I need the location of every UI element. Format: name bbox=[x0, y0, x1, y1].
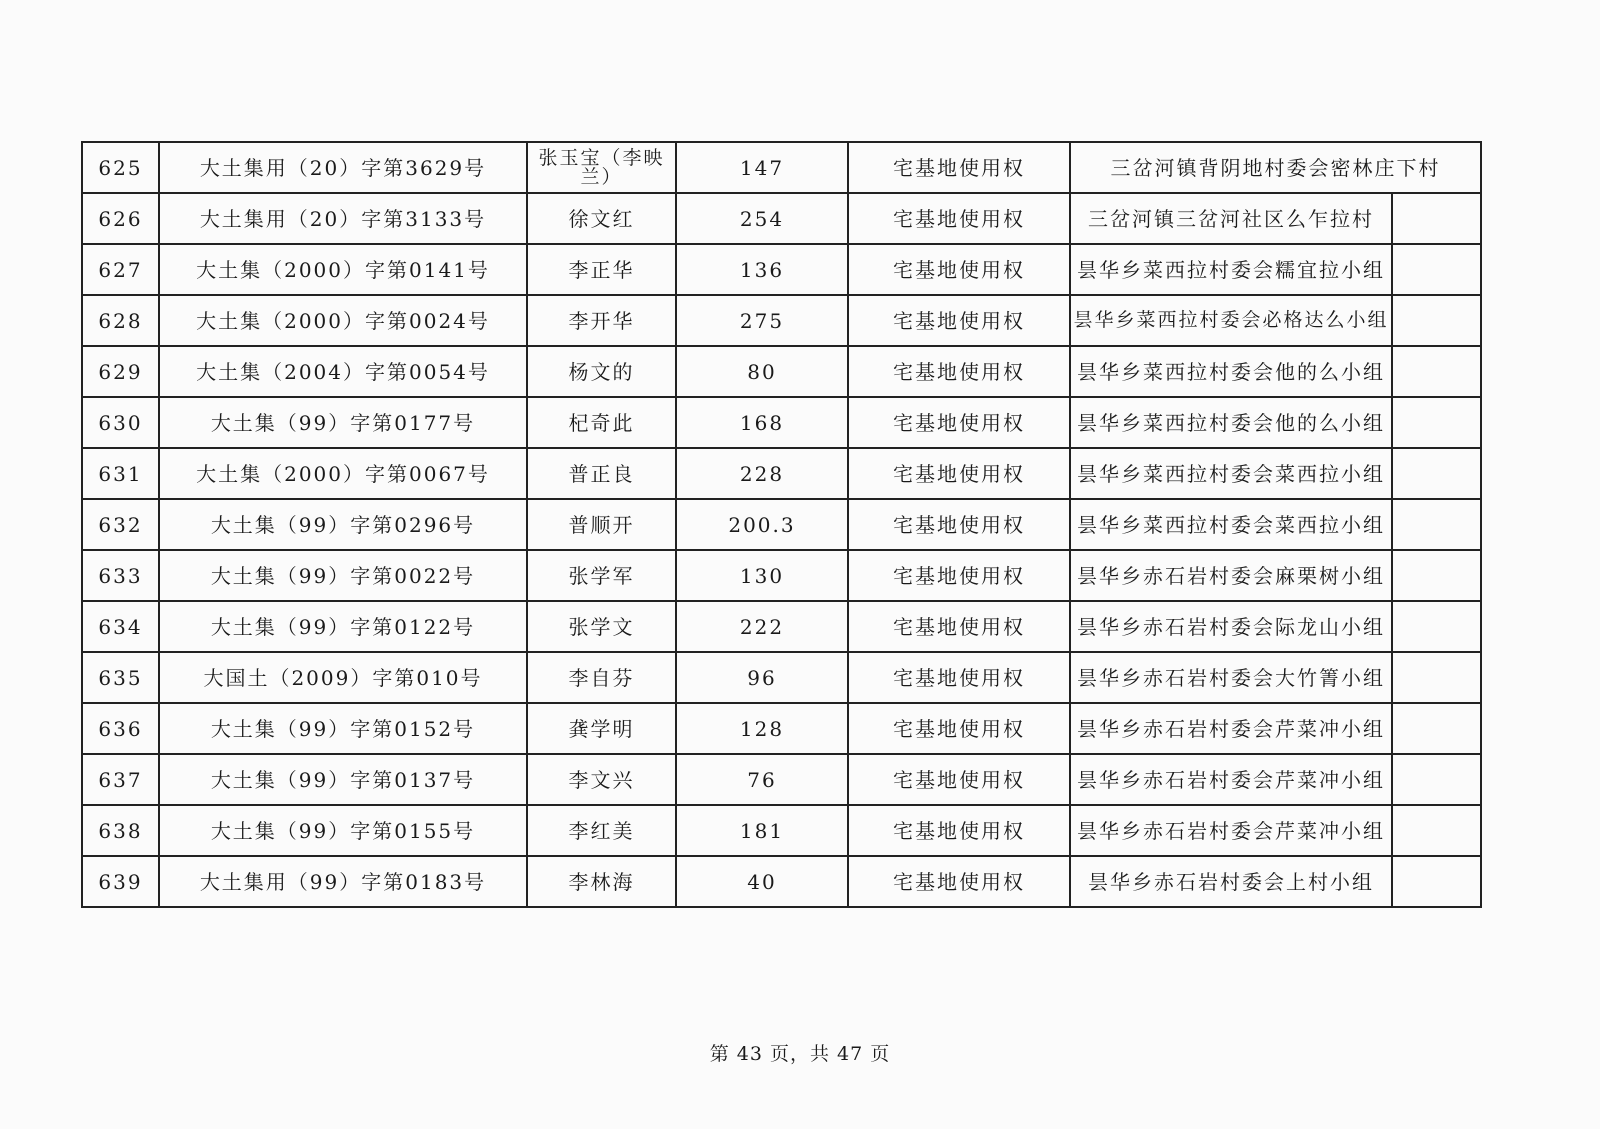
row-number-cell: 626 bbox=[82, 193, 159, 244]
row-number-cell: 625 bbox=[82, 142, 159, 193]
owner-name-cell: 李文兴 bbox=[527, 754, 676, 805]
area-cell: 222 bbox=[676, 601, 848, 652]
area-cell: 136 bbox=[676, 244, 848, 295]
table-row bbox=[82, 193, 1481, 244]
row-number-cell: 629 bbox=[82, 346, 159, 397]
owner-name-cell: 杨文的 bbox=[527, 346, 676, 397]
row-number-cell: 627 bbox=[82, 244, 159, 295]
certificate-number-cell: 大土集（2000）字第0141号 bbox=[159, 244, 527, 295]
certificate-number-cell: 大土集用（20）字第3133号 bbox=[159, 193, 527, 244]
location-cell: 昙华乡菜西拉村委会他的么小组 bbox=[1070, 346, 1392, 397]
empty-cell bbox=[1392, 601, 1481, 652]
table-row bbox=[82, 601, 1481, 652]
row-number-cell: 639 bbox=[82, 856, 159, 907]
owner-name-cell: 杞奇此 bbox=[527, 397, 676, 448]
area-cell: 76 bbox=[676, 754, 848, 805]
owner-name-cell: 张学文 bbox=[527, 601, 676, 652]
table-row bbox=[82, 805, 1481, 856]
location-cell: 三岔河镇背阴地村委会密林庄下村 bbox=[1070, 142, 1481, 193]
location-cell: 昙华乡赤石岩村委会芹菜冲小组 bbox=[1070, 805, 1392, 856]
table-body bbox=[82, 142, 1481, 907]
table-row bbox=[82, 244, 1481, 295]
owner-name-cell: 李正华 bbox=[527, 244, 676, 295]
owner-name-cell: 普正良 bbox=[527, 448, 676, 499]
land-rights-table bbox=[81, 141, 1482, 908]
location-cell: 昙华乡菜西拉村委会菜西拉小组 bbox=[1070, 448, 1392, 499]
owner-name-cell: 张玉宝（李映兰） bbox=[527, 142, 676, 193]
row-number-cell: 635 bbox=[82, 652, 159, 703]
owner-name-cell: 龚学明 bbox=[527, 703, 676, 754]
right-type-cell: 宅基地使用权 bbox=[848, 754, 1070, 805]
certificate-number-cell: 大土集（2004）字第0054号 bbox=[159, 346, 527, 397]
row-number-cell: 628 bbox=[82, 295, 159, 346]
owner-name-cell: 李红美 bbox=[527, 805, 676, 856]
row-number-cell: 632 bbox=[82, 499, 159, 550]
area-cell: 128 bbox=[676, 703, 848, 754]
location-cell: 昙华乡菜西拉村委会菜西拉小组 bbox=[1070, 499, 1392, 550]
table-row bbox=[82, 142, 1481, 193]
location-cell: 昙华乡赤石岩村委会麻栗树小组 bbox=[1070, 550, 1392, 601]
table-row bbox=[82, 295, 1481, 346]
area-cell: 254 bbox=[676, 193, 848, 244]
certificate-number-cell: 大国土（2009）字第010号 bbox=[159, 652, 527, 703]
right-type-cell: 宅基地使用权 bbox=[848, 295, 1070, 346]
owner-name-cell: 普顺开 bbox=[527, 499, 676, 550]
row-number-cell: 637 bbox=[82, 754, 159, 805]
certificate-number-cell: 大土集（99）字第0152号 bbox=[159, 703, 527, 754]
right-type-cell: 宅基地使用权 bbox=[848, 805, 1070, 856]
table-row bbox=[82, 448, 1481, 499]
area-cell: 200.3 bbox=[676, 499, 848, 550]
right-type-cell: 宅基地使用权 bbox=[848, 193, 1070, 244]
right-type-cell: 宅基地使用权 bbox=[848, 397, 1070, 448]
row-number-cell: 630 bbox=[82, 397, 159, 448]
right-type-cell: 宅基地使用权 bbox=[848, 703, 1070, 754]
certificate-number-cell: 大土集（99）字第0155号 bbox=[159, 805, 527, 856]
right-type-cell: 宅基地使用权 bbox=[848, 856, 1070, 907]
area-cell: 228 bbox=[676, 448, 848, 499]
empty-cell bbox=[1392, 754, 1481, 805]
row-number-cell: 638 bbox=[82, 805, 159, 856]
right-type-cell: 宅基地使用权 bbox=[848, 346, 1070, 397]
location-cell: 昙华乡菜西拉村委会必格达么小组 bbox=[1070, 295, 1392, 346]
area-cell: 168 bbox=[676, 397, 848, 448]
area-cell: 40 bbox=[676, 856, 848, 907]
row-number-cell: 631 bbox=[82, 448, 159, 499]
table-row bbox=[82, 856, 1481, 907]
certificate-number-cell: 大土集（99）字第0137号 bbox=[159, 754, 527, 805]
owner-name-cell: 张学军 bbox=[527, 550, 676, 601]
table-row bbox=[82, 652, 1481, 703]
location-cell: 昙华乡菜西拉村委会他的么小组 bbox=[1070, 397, 1392, 448]
area-cell: 275 bbox=[676, 295, 848, 346]
owner-name-cell: 李林海 bbox=[527, 856, 676, 907]
table-row bbox=[82, 346, 1481, 397]
area-cell: 181 bbox=[676, 805, 848, 856]
right-type-cell: 宅基地使用权 bbox=[848, 652, 1070, 703]
location-cell: 昙华乡赤石岩村委会上村小组 bbox=[1070, 856, 1392, 907]
right-type-cell: 宅基地使用权 bbox=[848, 142, 1070, 193]
right-type-cell: 宅基地使用权 bbox=[848, 550, 1070, 601]
right-type-cell: 宅基地使用权 bbox=[848, 448, 1070, 499]
owner-name-cell: 李自芬 bbox=[527, 652, 676, 703]
certificate-number-cell: 大土集（2000）字第0067号 bbox=[159, 448, 527, 499]
empty-cell bbox=[1392, 856, 1481, 907]
area-cell: 147 bbox=[676, 142, 848, 193]
location-cell: 昙华乡赤石岩村委会芹菜冲小组 bbox=[1070, 754, 1392, 805]
empty-cell bbox=[1392, 397, 1481, 448]
area-cell: 130 bbox=[676, 550, 848, 601]
location-cell: 三岔河镇三岔河社区么乍拉村 bbox=[1070, 193, 1392, 244]
row-number-cell: 634 bbox=[82, 601, 159, 652]
certificate-number-cell: 大土集（99）字第0177号 bbox=[159, 397, 527, 448]
owner-name-cell: 徐文红 bbox=[527, 193, 676, 244]
empty-cell bbox=[1392, 244, 1481, 295]
empty-cell bbox=[1392, 295, 1481, 346]
row-number-cell: 633 bbox=[82, 550, 159, 601]
row-number-cell: 636 bbox=[82, 703, 159, 754]
empty-cell bbox=[1392, 652, 1481, 703]
certificate-number-cell: 大土集用（20）字第3629号 bbox=[159, 142, 527, 193]
certificate-number-cell: 大土集用（99）字第0183号 bbox=[159, 856, 527, 907]
location-cell: 昙华乡菜西拉村委会糯宜拉小组 bbox=[1070, 244, 1392, 295]
right-type-cell: 宅基地使用权 bbox=[848, 244, 1070, 295]
empty-cell bbox=[1392, 193, 1481, 244]
table-row bbox=[82, 499, 1481, 550]
empty-cell bbox=[1392, 499, 1481, 550]
page-number-footer: 第 43 页，共 47 页 bbox=[709, 1043, 891, 1065]
certificate-number-cell: 大土集（99）字第0022号 bbox=[159, 550, 527, 601]
empty-cell bbox=[1392, 346, 1481, 397]
table-row bbox=[82, 703, 1481, 754]
empty-cell bbox=[1392, 448, 1481, 499]
table-row bbox=[82, 397, 1481, 448]
certificate-number-cell: 大土集（99）字第0296号 bbox=[159, 499, 527, 550]
right-type-cell: 宅基地使用权 bbox=[848, 499, 1070, 550]
right-type-cell: 宅基地使用权 bbox=[848, 601, 1070, 652]
location-cell: 昙华乡赤石岩村委会大竹箐小组 bbox=[1070, 652, 1392, 703]
table-row bbox=[82, 550, 1481, 601]
table-row bbox=[82, 754, 1481, 805]
location-cell: 昙华乡赤石岩村委会际龙山小组 bbox=[1070, 601, 1392, 652]
empty-cell bbox=[1392, 550, 1481, 601]
area-cell: 96 bbox=[676, 652, 848, 703]
empty-cell bbox=[1392, 703, 1481, 754]
owner-name-cell: 李开华 bbox=[527, 295, 676, 346]
certificate-number-cell: 大土集（2000）字第0024号 bbox=[159, 295, 527, 346]
location-cell: 昙华乡赤石岩村委会芹菜冲小组 bbox=[1070, 703, 1392, 754]
certificate-number-cell: 大土集（99）字第0122号 bbox=[159, 601, 527, 652]
area-cell: 80 bbox=[676, 346, 848, 397]
empty-cell bbox=[1392, 805, 1481, 856]
